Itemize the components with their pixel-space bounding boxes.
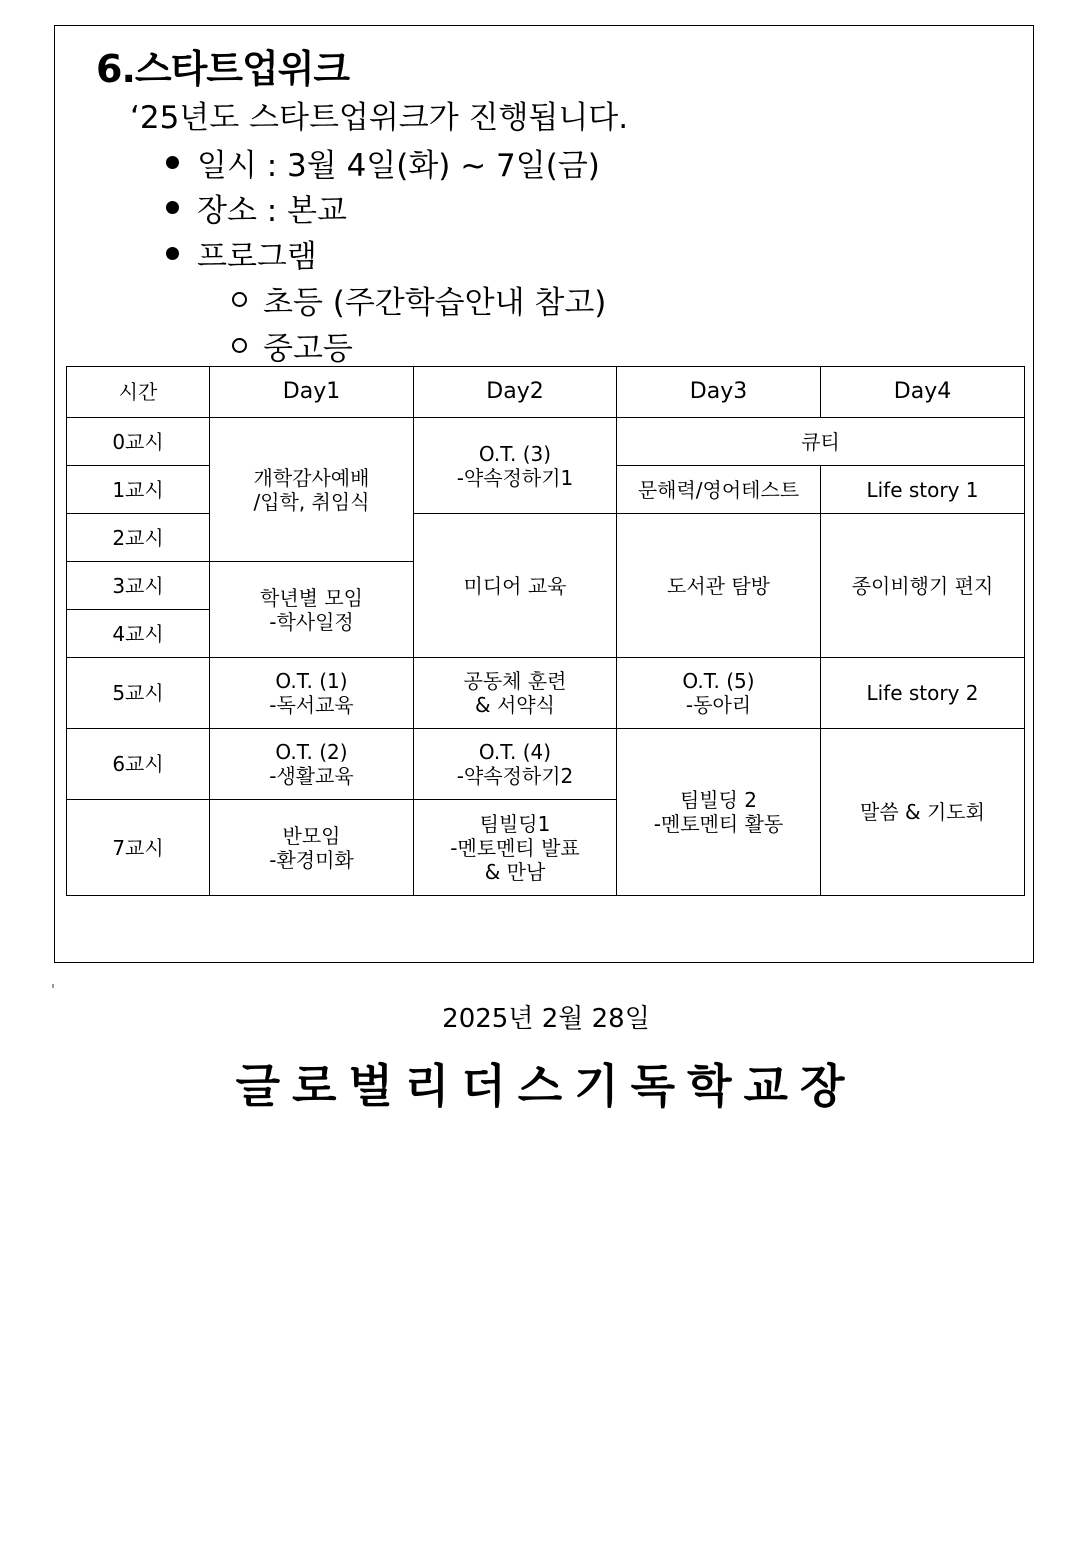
header-day4: Day4 bbox=[821, 367, 1025, 418]
period-label: 2교시 bbox=[67, 514, 210, 562]
bullet-date-text: 일시 : 3월 4일(화) ~ 7일(금) bbox=[197, 148, 600, 184]
bullet-dot-icon bbox=[166, 156, 179, 169]
header-day1: Day1 bbox=[210, 367, 414, 418]
cell-day2-community: 공동체 훈련 & 서약식 bbox=[414, 658, 617, 729]
header-day2: Day2 bbox=[414, 367, 617, 418]
table-row bbox=[67, 729, 1025, 800]
period-label: 0교시 bbox=[67, 418, 210, 466]
bullet-dot-icon bbox=[166, 201, 179, 214]
cell-day2-team1: 팀빌딩1 -멘토멘티 발표 & 만남 bbox=[414, 800, 617, 896]
cell-day3-ot5: O.T. (5) -동아리 bbox=[617, 658, 821, 729]
bullet-dot-icon bbox=[166, 247, 179, 260]
stray-mark bbox=[52, 984, 54, 988]
hollow-bullet-icon bbox=[232, 338, 247, 353]
sub-item-elementary bbox=[232, 277, 606, 322]
cell-day4-paperplane: 종이비행기 편지 bbox=[821, 514, 1025, 658]
cell-day4-prayer: 말씀 & 기도회 bbox=[821, 729, 1025, 896]
principal-signature: 글로벌리더스기독학교장 bbox=[235, 1059, 857, 1113]
hollow-bullet-icon bbox=[232, 292, 247, 307]
cell-day2-media: 미디어 교육 bbox=[414, 514, 617, 658]
cell-day4-life2: Life story 2 bbox=[821, 658, 1025, 729]
bullet-date bbox=[166, 140, 600, 185]
cell-qt: 큐티 bbox=[617, 418, 1025, 466]
cell-day3-team2: 팀빌딩 2 -멘토멘티 활동 bbox=[617, 729, 821, 896]
sub-item-secondary-text: 중고등 bbox=[263, 331, 353, 367]
bullet-place bbox=[166, 185, 347, 230]
bullet-program-text: 프로그램 bbox=[197, 239, 317, 275]
period-label: 4교시 bbox=[67, 610, 210, 658]
sub-item-elementary-text: 초등 (주간학습안내 참고) bbox=[263, 285, 607, 321]
cell-day1-ot2: O.T. (2) -생활교육 bbox=[210, 729, 414, 800]
cell-day3-library: 도서관 탐방 bbox=[617, 514, 821, 658]
section-title: 6.스타트업위크 bbox=[96, 47, 350, 91]
cell-day1-class: 반모임 -환경미화 bbox=[210, 800, 414, 896]
header-time: 시간 bbox=[67, 367, 210, 418]
period-label: 6교시 bbox=[67, 729, 210, 800]
period-label: 5교시 bbox=[67, 658, 210, 729]
period-label: 1교시 bbox=[67, 466, 210, 514]
table-row bbox=[67, 658, 1025, 729]
schedule-table bbox=[66, 366, 1025, 896]
cell-day3-test: 문해력/영어테스트 bbox=[617, 466, 821, 514]
cell-day2-ot4: O.T. (4) -약속정하기2 bbox=[414, 729, 617, 800]
bullet-place-text: 장소 : 본교 bbox=[197, 193, 347, 229]
table-row bbox=[67, 418, 1025, 466]
period-label: 7교시 bbox=[67, 800, 210, 896]
cell-day1-ot1: O.T. (1) -독서교육 bbox=[210, 658, 414, 729]
bullet-program bbox=[166, 231, 317, 276]
table-header-row bbox=[67, 367, 1025, 418]
intro-text: ‘25년도 스타트업위크가 진행됩니다. bbox=[130, 100, 629, 136]
issue-date: 2025년 2월 28일 bbox=[442, 1004, 650, 1034]
cell-day4-life1: Life story 1 bbox=[821, 466, 1025, 514]
cell-day1-grade-meeting: 학년별 모임 -학사일정 bbox=[210, 562, 414, 658]
cell-day1-opening: 개학감사예배 /입학, 취임식 bbox=[210, 418, 414, 562]
sub-item-secondary bbox=[232, 323, 353, 368]
period-label: 3교시 bbox=[67, 562, 210, 610]
cell-day2-ot3: O.T. (3) -약속정하기1 bbox=[414, 418, 617, 514]
header-day3: Day3 bbox=[617, 367, 821, 418]
